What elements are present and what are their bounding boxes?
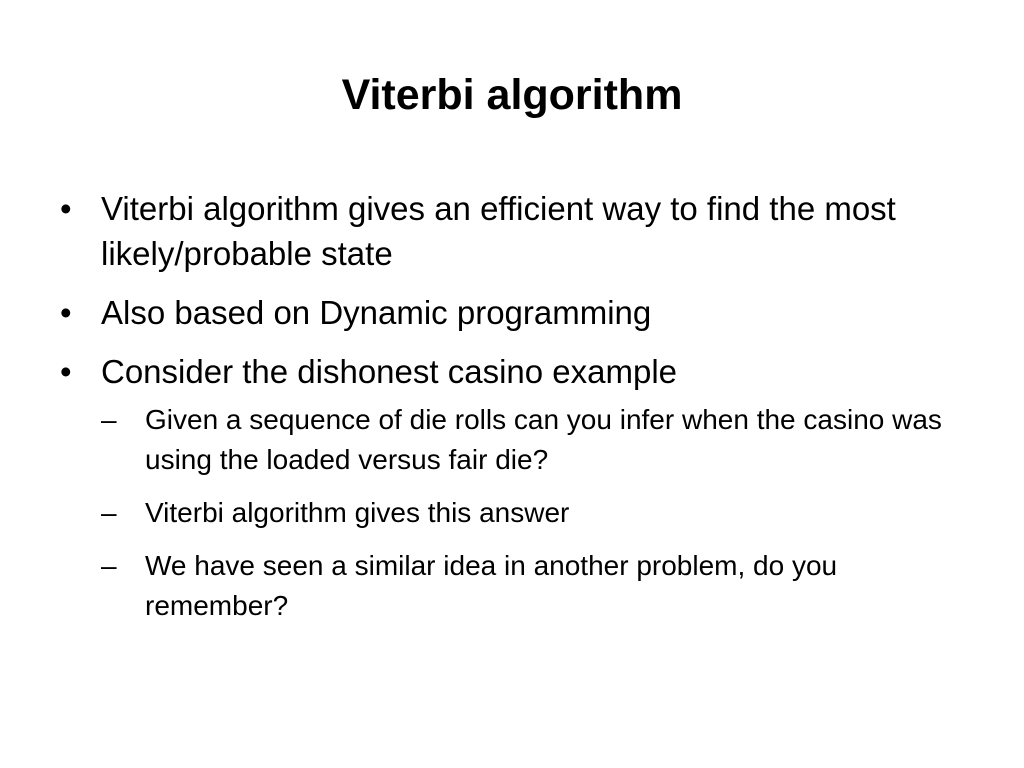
sub-bullet-item	[101, 400, 978, 480]
bullet-item	[58, 290, 978, 335]
sub-bullet-marker: –	[101, 497, 117, 528]
bullet-text: Consider the dishonest casino example	[101, 353, 678, 390]
sub-bullet-text: Viterbi algorithm gives this answer	[145, 497, 570, 528]
bullet-marker: •	[60, 294, 72, 331]
sub-bullet-list	[101, 400, 978, 626]
slide-title: Viterbi algorithm	[341, 71, 683, 119]
bullet-item	[58, 186, 978, 276]
sub-bullet-text: Given a sequence of die rolls can you infer when the casino was using the loaded versus fair die?	[145, 404, 942, 475]
bullet-marker: •	[60, 353, 72, 390]
bullet-marker: •	[60, 190, 72, 227]
bullet-list	[58, 186, 978, 640]
sub-bullet-marker: –	[101, 404, 117, 435]
sub-bullet-item	[101, 546, 978, 626]
sub-bullet-item	[101, 493, 978, 533]
bullet-item	[58, 349, 978, 626]
bullet-text: Viterbi algorithm gives an efficient way to find the most likely/probable state	[101, 190, 896, 272]
sub-bullet-text: We have seen a similar idea in another problem, do you remember?	[145, 550, 838, 621]
bullet-text: Also based on Dynamic programming	[101, 294, 652, 331]
sub-bullet-marker: –	[101, 550, 117, 581]
